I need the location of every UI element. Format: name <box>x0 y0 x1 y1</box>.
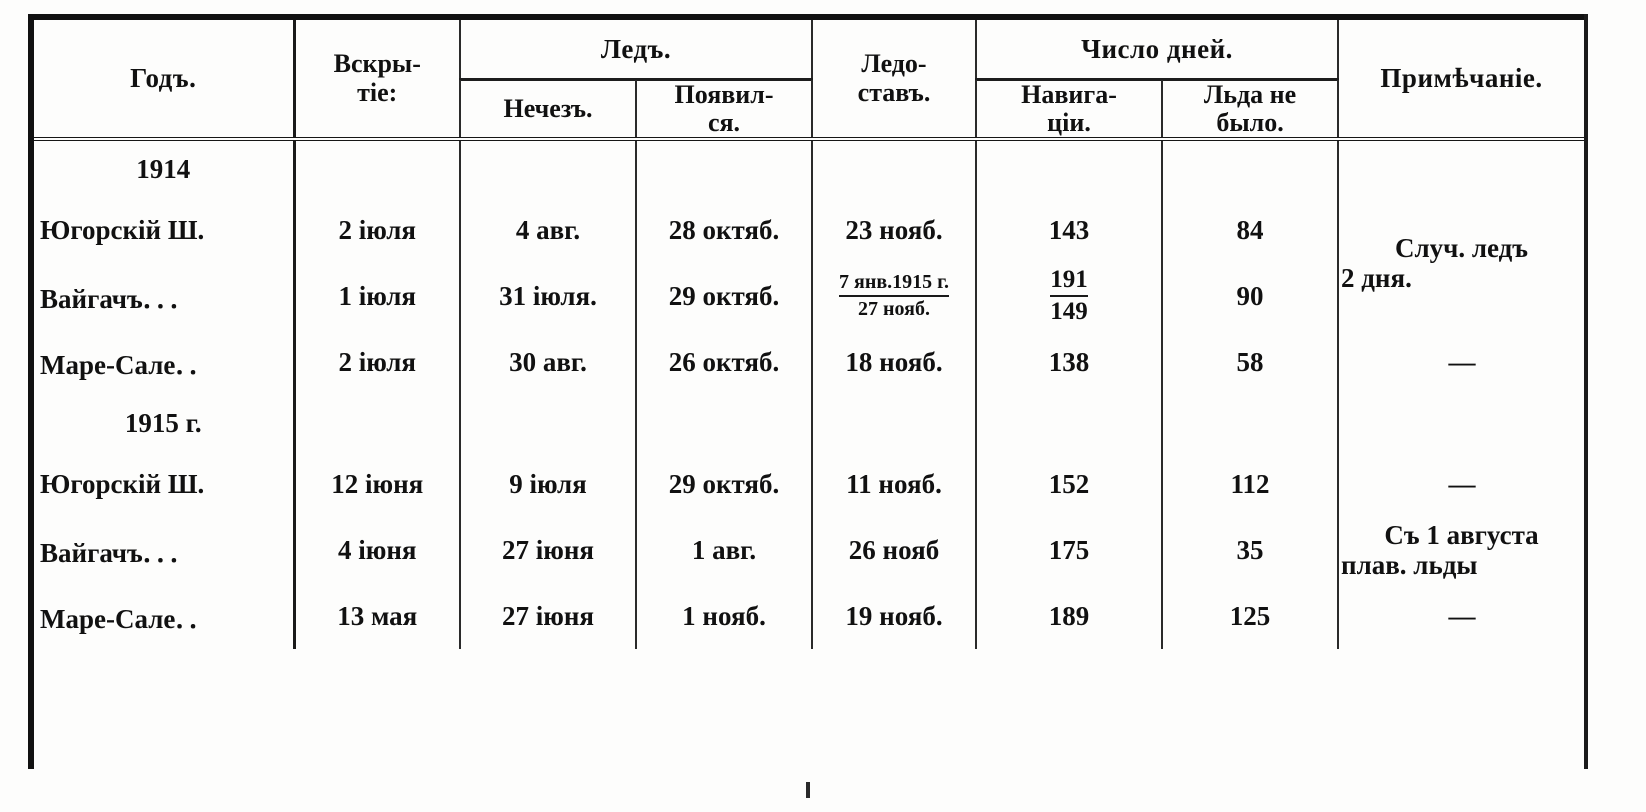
cell-freeze-up: 26 нояб <box>812 517 976 583</box>
navigation-alternate: 149 <box>1050 297 1088 325</box>
spacer-cell <box>1338 139 1584 197</box>
cell-ice-appeared: 1 нояб. <box>636 583 812 649</box>
navigation-fraction <box>977 267 1161 325</box>
cell-ice-gone: 27 іюня <box>460 583 636 649</box>
spacer-cell <box>812 139 976 197</box>
header-noice-line1: Льда не <box>1203 80 1297 109</box>
table-right-rule <box>1584 14 1588 769</box>
cell-no-ice: 58 <box>1162 329 1338 395</box>
cell-no-ice: 84 <box>1162 197 1338 263</box>
freeze-up-primary: 7 янв.1915 г. <box>839 272 949 297</box>
cell-note: — <box>1448 346 1475 377</box>
table-row <box>34 583 1584 649</box>
header-freeze-up <box>812 20 976 137</box>
header-nav-line1: Навига- <box>1021 80 1117 109</box>
section-label-row <box>34 139 1584 197</box>
cell-note <box>1338 517 1584 583</box>
cell-navigation: 143 <box>976 197 1162 263</box>
cell-station: Маре-Сале．． <box>34 329 294 395</box>
spacer-cell <box>294 395 460 451</box>
header-opening-line2: тіе: <box>357 77 398 107</box>
spacer-cell <box>1338 395 1584 451</box>
cell-note: — <box>1448 600 1475 631</box>
cell-freeze-up: 18 нояб. <box>812 329 976 395</box>
note-line-1: Съ 1 августа <box>1384 519 1539 550</box>
spacer-cell <box>976 395 1162 451</box>
freeze-up-fraction <box>813 272 975 320</box>
header-appeared-line1: Появил- <box>674 80 774 109</box>
header-opening <box>294 20 460 137</box>
cell-note <box>1338 197 1584 329</box>
cell-no-ice: 112 <box>1162 451 1338 517</box>
cell-freeze-up: 23 нояб. <box>812 197 976 263</box>
cell-navigation: 189 <box>976 583 1162 649</box>
cell-freeze-up <box>812 263 976 329</box>
header-freeze-line2: ставъ. <box>857 77 931 107</box>
cell-ice-gone: 31 іюля. <box>460 263 636 329</box>
table-row <box>34 517 1584 583</box>
ice-navigation-table <box>34 20 1584 649</box>
header-noice-line2: было. <box>1216 108 1284 138</box>
table-body <box>34 139 1584 649</box>
cell-station: Югорскій Ш. <box>34 197 294 263</box>
header-nav-line2: ціи. <box>1047 108 1091 138</box>
freeze-up-alternate: 27 нояб. <box>858 298 930 321</box>
cell-station: Югорскій Ш. <box>34 451 294 517</box>
cell-navigation <box>976 263 1162 329</box>
section-label-row <box>34 395 1584 451</box>
cell-note: — <box>1448 468 1475 499</box>
cell-station: Вайгачъ．．． <box>34 517 294 583</box>
cell-navigation: 175 <box>976 517 1162 583</box>
note-line-2: плав. льды <box>1341 550 1478 581</box>
cell-no-ice: 35 <box>1162 517 1338 583</box>
spacer-cell <box>294 139 460 197</box>
spacer-cell <box>812 395 976 451</box>
header-note: Примѣчаніе. <box>1380 63 1543 94</box>
cell-ice-appeared: 29 октяб. <box>636 451 812 517</box>
header-appeared-line2: ся. <box>707 108 741 138</box>
cell-opening: 13 мая <box>294 583 460 649</box>
cell-opening: 4 іюня <box>294 517 460 583</box>
cell-ice-gone: 4 авг. <box>460 197 636 263</box>
header-ice-appeared <box>636 80 812 138</box>
header-navigation <box>976 80 1162 138</box>
cell-ice-gone: 9 іюля <box>460 451 636 517</box>
section-label-1914: 1914 <box>34 139 294 197</box>
cell-station: Вайгачъ．．． <box>34 263 294 329</box>
cell-ice-appeared: 28 октяб. <box>636 197 812 263</box>
cell-opening: 1 іюля <box>294 263 460 329</box>
cell-no-ice: 125 <box>1162 583 1338 649</box>
spacer-cell <box>1162 395 1338 451</box>
note-line-1: Случ. ледъ <box>1394 232 1529 263</box>
cell-ice-appeared: 26 октяб. <box>636 329 812 395</box>
header-row-groups <box>34 20 1584 80</box>
spacer-cell <box>460 139 636 197</box>
header-days-group: Число дней. <box>976 20 1338 80</box>
cell-no-ice: 90 <box>1162 263 1338 329</box>
scan-artifact-mark <box>806 782 810 798</box>
cell-ice-gone: 30 авг. <box>460 329 636 395</box>
cell-opening: 2 іюля <box>294 197 460 263</box>
cell-opening: 2 іюля <box>294 329 460 395</box>
cell-ice-appeared: 1 авг. <box>636 517 812 583</box>
table-area <box>34 20 1584 769</box>
spacer-cell <box>1162 139 1338 197</box>
header-ice-gone: Нечезъ. <box>460 80 636 138</box>
header-year: Годъ. <box>34 20 294 137</box>
cell-ice-appeared: 29 октяб. <box>636 263 812 329</box>
header-no-ice <box>1162 80 1338 138</box>
table-row <box>34 451 1584 517</box>
navigation-primary: 191 <box>1050 267 1088 296</box>
table-header <box>34 20 1584 139</box>
cell-station: Маре-Сале．． <box>34 583 294 649</box>
spacer-cell <box>636 395 812 451</box>
cell-opening: 12 іюня <box>294 451 460 517</box>
cell-ice-gone: 27 іюня <box>460 517 636 583</box>
spacer-cell <box>976 139 1162 197</box>
section-label-1915: 1915 г. <box>34 395 294 451</box>
spacer-cell <box>636 139 812 197</box>
header-opening-line1: Вскры- <box>333 48 421 78</box>
cell-freeze-up: 11 нояб. <box>812 451 976 517</box>
cell-freeze-up: 19 нояб. <box>812 583 976 649</box>
cell-navigation: 152 <box>976 451 1162 517</box>
header-ice-group: Ледъ. <box>460 20 812 80</box>
header-freeze-line1: Ледо- <box>861 48 927 78</box>
cell-navigation: 138 <box>976 329 1162 395</box>
table-row <box>34 197 1584 263</box>
spacer-cell <box>460 395 636 451</box>
note-line-2: 2 дня. <box>1341 263 1412 294</box>
table-row <box>34 329 1584 395</box>
